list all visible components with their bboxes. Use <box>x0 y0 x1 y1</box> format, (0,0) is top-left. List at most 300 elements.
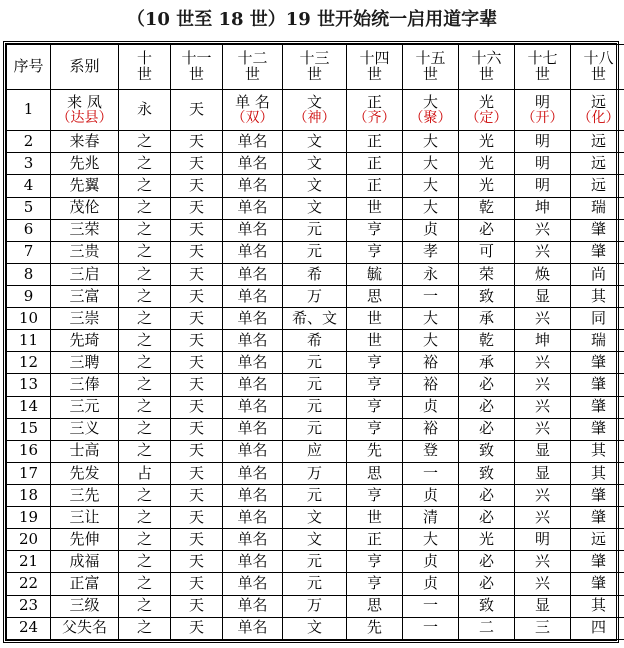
table-cell: 其 <box>571 595 624 617</box>
table-cell: 亨 <box>347 241 403 263</box>
table-row <box>7 308 624 330</box>
table-cell: 光 <box>459 175 515 197</box>
table-cell: 21 <box>7 551 51 573</box>
table-cell: 单名 <box>223 175 283 197</box>
table-cell: 之 <box>119 197 171 219</box>
table-cell: 文 <box>283 617 347 639</box>
cell-text: 光 <box>478 92 494 111</box>
table-cell: 兴 <box>515 219 571 241</box>
table-row <box>7 462 624 484</box>
table-cell: 其 <box>571 285 624 307</box>
table-cell: 4 <box>7 175 51 197</box>
cell-text: 远 <box>590 92 606 111</box>
table-cell: 肇 <box>571 551 624 573</box>
table-cell: 裕 <box>403 374 459 396</box>
table-cell: 必 <box>459 551 515 573</box>
table-cell: 父失名 <box>51 617 119 639</box>
table-cell: 思 <box>347 462 403 484</box>
table-cell: 先翼 <box>51 175 119 197</box>
table-cell: 18 <box>7 484 51 506</box>
table-cell: 之 <box>119 529 171 551</box>
table-cell: 其 <box>571 440 624 462</box>
column-header: 十一 世 <box>171 45 223 90</box>
table-cell: 天 <box>171 241 223 263</box>
table-cell: 天 <box>171 352 223 374</box>
table-cell: 致 <box>459 595 515 617</box>
table-cell: 单名 <box>223 219 283 241</box>
table-row <box>7 131 624 153</box>
table-row <box>7 551 624 573</box>
table-cell <box>571 90 624 131</box>
table-cell: 亨 <box>347 418 403 440</box>
table-cell: 贞 <box>403 551 459 573</box>
cell-text: 大 <box>422 92 438 111</box>
table-cell: 正 <box>347 175 403 197</box>
table-cell: 之 <box>119 285 171 307</box>
table-cell: 元 <box>283 241 347 263</box>
table-cell: 孝 <box>403 241 459 263</box>
table-cell: 单名 <box>223 241 283 263</box>
table-cell: 19 <box>7 507 51 529</box>
cell-text: 文 <box>306 92 322 111</box>
table-cell: 肇 <box>571 507 624 529</box>
table-cell: 天 <box>171 440 223 462</box>
table-cell: 兴 <box>515 484 571 506</box>
table-cell: 三富 <box>51 285 119 307</box>
table-cell: 兴 <box>515 507 571 529</box>
column-header: 十三 世 <box>283 45 347 90</box>
table-cell: 清 <box>403 507 459 529</box>
table-cell: 天 <box>171 418 223 440</box>
table-cell: 同 <box>571 308 624 330</box>
table-cell: 单名 <box>223 551 283 573</box>
table-cell: 希 <box>283 263 347 285</box>
table-cell: 单名 <box>223 374 283 396</box>
column-header: 十六 世 <box>459 45 515 90</box>
table-cell: 单名 <box>223 263 283 285</box>
table-cell: 尚 <box>571 263 624 285</box>
table-cell: 远 <box>571 529 624 551</box>
table-cell: 天 <box>171 308 223 330</box>
table-row <box>7 374 624 396</box>
table-cell: 光 <box>459 131 515 153</box>
table-cell <box>171 90 223 131</box>
table-row <box>7 617 624 639</box>
table-cell: 先发 <box>51 462 119 484</box>
table-cell: 天 <box>171 529 223 551</box>
table-cell: 来春 <box>51 131 119 153</box>
table-cell: 必 <box>459 219 515 241</box>
table-cell: 肇 <box>571 573 624 595</box>
table-cell: 文 <box>283 175 347 197</box>
table-cell: 世 <box>347 507 403 529</box>
table-cell: 茂伦 <box>51 197 119 219</box>
table-row <box>7 197 624 219</box>
table-cell: 8 <box>7 263 51 285</box>
table-cell: 乾 <box>459 197 515 219</box>
table-cell: 兴 <box>515 396 571 418</box>
table-cell: 永 <box>403 263 459 285</box>
table-cell: 肇 <box>571 352 624 374</box>
table-cell: 先琦 <box>51 330 119 352</box>
table-cell: 文 <box>283 153 347 175</box>
table-cell: 单名 <box>223 595 283 617</box>
table-cell: 可 <box>459 241 515 263</box>
table-cell <box>459 90 515 131</box>
cell-annotation: （聚） <box>409 109 452 126</box>
table-cell: 二 <box>459 617 515 639</box>
table-header-row <box>7 45 624 90</box>
table-cell: 三崇 <box>51 308 119 330</box>
table-row <box>7 529 624 551</box>
table-cell: 亨 <box>347 573 403 595</box>
table-cell: 元 <box>283 219 347 241</box>
cell-annotation: （齐） <box>353 109 396 126</box>
table-cell: 必 <box>459 374 515 396</box>
table-cell: 贞 <box>403 484 459 506</box>
table-cell: 大 <box>403 197 459 219</box>
table-cell: 天 <box>171 396 223 418</box>
table-cell: 三让 <box>51 507 119 529</box>
table-cell: 应 <box>283 440 347 462</box>
table-cell: 之 <box>119 396 171 418</box>
table-cell: 亨 <box>347 484 403 506</box>
table-cell: 思 <box>347 285 403 307</box>
table-cell: 天 <box>171 153 223 175</box>
table-cell: 肇 <box>571 418 624 440</box>
table-cell: 兴 <box>515 573 571 595</box>
table-cell: 天 <box>171 263 223 285</box>
table-row <box>7 330 624 352</box>
table-cell: 10 <box>7 308 51 330</box>
table-cell: 亨 <box>347 396 403 418</box>
table-cell: 世 <box>347 330 403 352</box>
table-cell: 单名 <box>223 197 283 219</box>
table-cell: 天 <box>171 175 223 197</box>
table-cell: 6 <box>7 219 51 241</box>
table-cell: 兴 <box>515 241 571 263</box>
table-cell: 三贵 <box>51 241 119 263</box>
table-cell: 13 <box>7 374 51 396</box>
table-cell: 明 <box>515 131 571 153</box>
table-cell: 单名 <box>223 418 283 440</box>
table-cell: 必 <box>459 418 515 440</box>
table-cell: 致 <box>459 440 515 462</box>
column-header: 十八 世 <box>571 45 624 90</box>
table-cell: 文 <box>283 131 347 153</box>
table-cell: 先伸 <box>51 529 119 551</box>
table-cell <box>347 90 403 131</box>
table-cell: 承 <box>459 308 515 330</box>
table-cell: 坤 <box>515 197 571 219</box>
cell-annotation: （双） <box>231 109 274 126</box>
cell-annotation: （神） <box>293 109 336 126</box>
table-cell: 希 <box>283 330 347 352</box>
table-cell: 单名 <box>223 617 283 639</box>
table-cell: 其 <box>571 462 624 484</box>
table-cell: 单名 <box>223 440 283 462</box>
table-cell: 元 <box>283 551 347 573</box>
table-cell: 裕 <box>403 418 459 440</box>
table-cell: 天 <box>171 551 223 573</box>
table-cell: 先 <box>347 440 403 462</box>
table-cell <box>403 90 459 131</box>
table-cell: 四 <box>571 617 624 639</box>
table-cell: 万 <box>283 595 347 617</box>
table-cell: 占 <box>119 462 171 484</box>
table-cell: 12 <box>7 352 51 374</box>
cell-text: 天 <box>188 100 204 119</box>
table-cell: 大 <box>403 308 459 330</box>
table-cell: 兴 <box>515 352 571 374</box>
table-cell: 单名 <box>223 330 283 352</box>
table-cell: 登 <box>403 440 459 462</box>
table-cell: 三荣 <box>51 219 119 241</box>
table-cell: 之 <box>119 440 171 462</box>
table-cell: 正 <box>347 131 403 153</box>
cell-text: 单 名 <box>235 92 270 111</box>
table-cell: 大 <box>403 131 459 153</box>
cell-annotation: （定） <box>465 109 508 126</box>
table-cell: 之 <box>119 484 171 506</box>
table-cell: 三元 <box>51 396 119 418</box>
table-cell: 三聘 <box>51 352 119 374</box>
table-cell: 16 <box>7 440 51 462</box>
cell-text: 来 凤 <box>67 92 102 111</box>
table-cell: 显 <box>515 595 571 617</box>
table-cell: 承 <box>459 352 515 374</box>
table-cell: 大 <box>403 153 459 175</box>
table-cell <box>7 90 51 131</box>
table-cell: 元 <box>283 573 347 595</box>
table-cell: 光 <box>459 529 515 551</box>
generation-table-frame <box>3 41 619 643</box>
table-cell: 大 <box>403 529 459 551</box>
table-row <box>7 263 624 285</box>
cell-text: 正 <box>366 92 382 111</box>
table-row <box>7 153 624 175</box>
table-cell: 之 <box>119 153 171 175</box>
table-row <box>7 285 624 307</box>
table-cell: 之 <box>119 374 171 396</box>
table-cell: 之 <box>119 352 171 374</box>
table-cell: 单名 <box>223 396 283 418</box>
table-cell: 之 <box>119 573 171 595</box>
table-cell: 万 <box>283 462 347 484</box>
table-cell: 天 <box>171 131 223 153</box>
table-cell: 元 <box>283 374 347 396</box>
cell-text: 明 <box>534 92 550 111</box>
table-cell: 兴 <box>515 374 571 396</box>
table-cell: 瑞 <box>571 330 624 352</box>
table-cell <box>119 90 171 131</box>
table-cell: 天 <box>171 219 223 241</box>
table-cell <box>51 90 119 131</box>
table-cell: 天 <box>171 462 223 484</box>
table-cell: 之 <box>119 507 171 529</box>
table-cell: 贞 <box>403 396 459 418</box>
table-cell: 显 <box>515 285 571 307</box>
table-cell: 肇 <box>571 219 624 241</box>
table-cell: 14 <box>7 396 51 418</box>
table-cell: 单名 <box>223 131 283 153</box>
table-cell: 世 <box>347 308 403 330</box>
table-cell: 思 <box>347 595 403 617</box>
table-cell: 文 <box>283 507 347 529</box>
table-cell: 一 <box>403 595 459 617</box>
table-cell: 正富 <box>51 573 119 595</box>
table-cell: 元 <box>283 418 347 440</box>
table-cell: 单名 <box>223 484 283 506</box>
table-cell: 贞 <box>403 573 459 595</box>
table-cell: 单名 <box>223 352 283 374</box>
table-cell: 之 <box>119 418 171 440</box>
table-cell: 5 <box>7 197 51 219</box>
table-row <box>7 175 624 197</box>
table-cell <box>283 90 347 131</box>
table-cell: 文 <box>283 529 347 551</box>
table-cell: 远 <box>571 175 624 197</box>
table-cell: 之 <box>119 330 171 352</box>
table-cell: 一 <box>403 617 459 639</box>
table-cell: 单名 <box>223 507 283 529</box>
table-cell: 元 <box>283 484 347 506</box>
table-cell: 希、文 <box>283 308 347 330</box>
table-cell: 23 <box>7 595 51 617</box>
table-cell: 之 <box>119 241 171 263</box>
table-cell: 单名 <box>223 308 283 330</box>
column-header: 十四 世 <box>347 45 403 90</box>
table-cell: 亨 <box>347 352 403 374</box>
table-cell: 24 <box>7 617 51 639</box>
table-cell: 天 <box>171 507 223 529</box>
table-cell: 天 <box>171 595 223 617</box>
table-row <box>7 219 624 241</box>
table-cell: 肇 <box>571 396 624 418</box>
table-cell: 天 <box>171 617 223 639</box>
table-cell: 天 <box>171 573 223 595</box>
table-cell: 之 <box>119 551 171 573</box>
cell-annotation: （达县） <box>56 109 113 126</box>
table-cell: 三 <box>515 617 571 639</box>
table-cell: 明 <box>515 175 571 197</box>
table-cell: 世 <box>347 197 403 219</box>
table-cell: 三启 <box>51 263 119 285</box>
table-cell: 必 <box>459 507 515 529</box>
table-cell: 必 <box>459 396 515 418</box>
table-cell: 3 <box>7 153 51 175</box>
generation-table <box>6 44 624 640</box>
table-cell: 9 <box>7 285 51 307</box>
table-cell: 之 <box>119 175 171 197</box>
table-cell: 致 <box>459 462 515 484</box>
table-cell: 天 <box>171 197 223 219</box>
table-cell: 贞 <box>403 219 459 241</box>
table-cell: 先兆 <box>51 153 119 175</box>
table-cell: 亨 <box>347 551 403 573</box>
table-cell <box>515 90 571 131</box>
table-cell: 2 <box>7 131 51 153</box>
table-cell: 肇 <box>571 241 624 263</box>
table-cell: 致 <box>459 285 515 307</box>
table-row <box>7 396 624 418</box>
table-cell: 一 <box>403 285 459 307</box>
table-cell: 三级 <box>51 595 119 617</box>
table-cell: 正 <box>347 153 403 175</box>
cell-text: 1 <box>23 100 34 119</box>
table-cell: 之 <box>119 263 171 285</box>
table-cell: 单名 <box>223 573 283 595</box>
table-cell <box>223 90 283 131</box>
column-header: 序号 <box>7 45 51 90</box>
table-cell: 瑞 <box>571 197 624 219</box>
table-row <box>7 90 624 131</box>
table-row <box>7 595 624 617</box>
table-cell: 之 <box>119 219 171 241</box>
table-cell: 天 <box>171 374 223 396</box>
table-cell: 亨 <box>347 219 403 241</box>
table-cell: 三义 <box>51 418 119 440</box>
table-cell: 单名 <box>223 529 283 551</box>
table-row <box>7 573 624 595</box>
table-cell: 坤 <box>515 330 571 352</box>
table-cell: 大 <box>403 330 459 352</box>
table-cell: 显 <box>515 440 571 462</box>
table-cell: 兴 <box>515 308 571 330</box>
table-row <box>7 241 624 263</box>
table-cell: 20 <box>7 529 51 551</box>
table-cell: 11 <box>7 330 51 352</box>
table-cell: 单名 <box>223 462 283 484</box>
table-cell: 元 <box>283 396 347 418</box>
cell-annotation: （化） <box>577 109 620 126</box>
table-cell: 文 <box>283 197 347 219</box>
column-header: 十 世 <box>119 45 171 90</box>
table-cell: 先 <box>347 617 403 639</box>
column-header: 十七 世 <box>515 45 571 90</box>
table-cell: 22 <box>7 573 51 595</box>
table-cell: 毓 <box>347 263 403 285</box>
table-cell: 荣 <box>459 263 515 285</box>
table-cell: 明 <box>515 153 571 175</box>
table-cell: 之 <box>119 595 171 617</box>
table-cell: 17 <box>7 462 51 484</box>
table-cell: 天 <box>171 484 223 506</box>
cell-annotation: （开） <box>521 109 564 126</box>
table-cell: 兴 <box>515 551 571 573</box>
table-row <box>7 484 624 506</box>
table-cell: 远 <box>571 131 624 153</box>
table-cell: 大 <box>403 175 459 197</box>
table-cell: 兴 <box>515 418 571 440</box>
table-cell: 15 <box>7 418 51 440</box>
table-cell: 单名 <box>223 153 283 175</box>
table-row <box>7 440 624 462</box>
table-cell: 肇 <box>571 484 624 506</box>
table-cell: 必 <box>459 573 515 595</box>
column-header: 十五 世 <box>403 45 459 90</box>
table-cell: 元 <box>283 352 347 374</box>
page-title: （10 世至 18 世）19 世开始统一启用道字辈 <box>126 9 498 30</box>
column-header: 系别 <box>51 45 119 90</box>
table-cell: 单名 <box>223 285 283 307</box>
table-cell: 正 <box>347 529 403 551</box>
table-cell: 成福 <box>51 551 119 573</box>
table-cell: 士高 <box>51 440 119 462</box>
table-row <box>7 507 624 529</box>
table-row <box>7 352 624 374</box>
table-cell: 肇 <box>571 374 624 396</box>
